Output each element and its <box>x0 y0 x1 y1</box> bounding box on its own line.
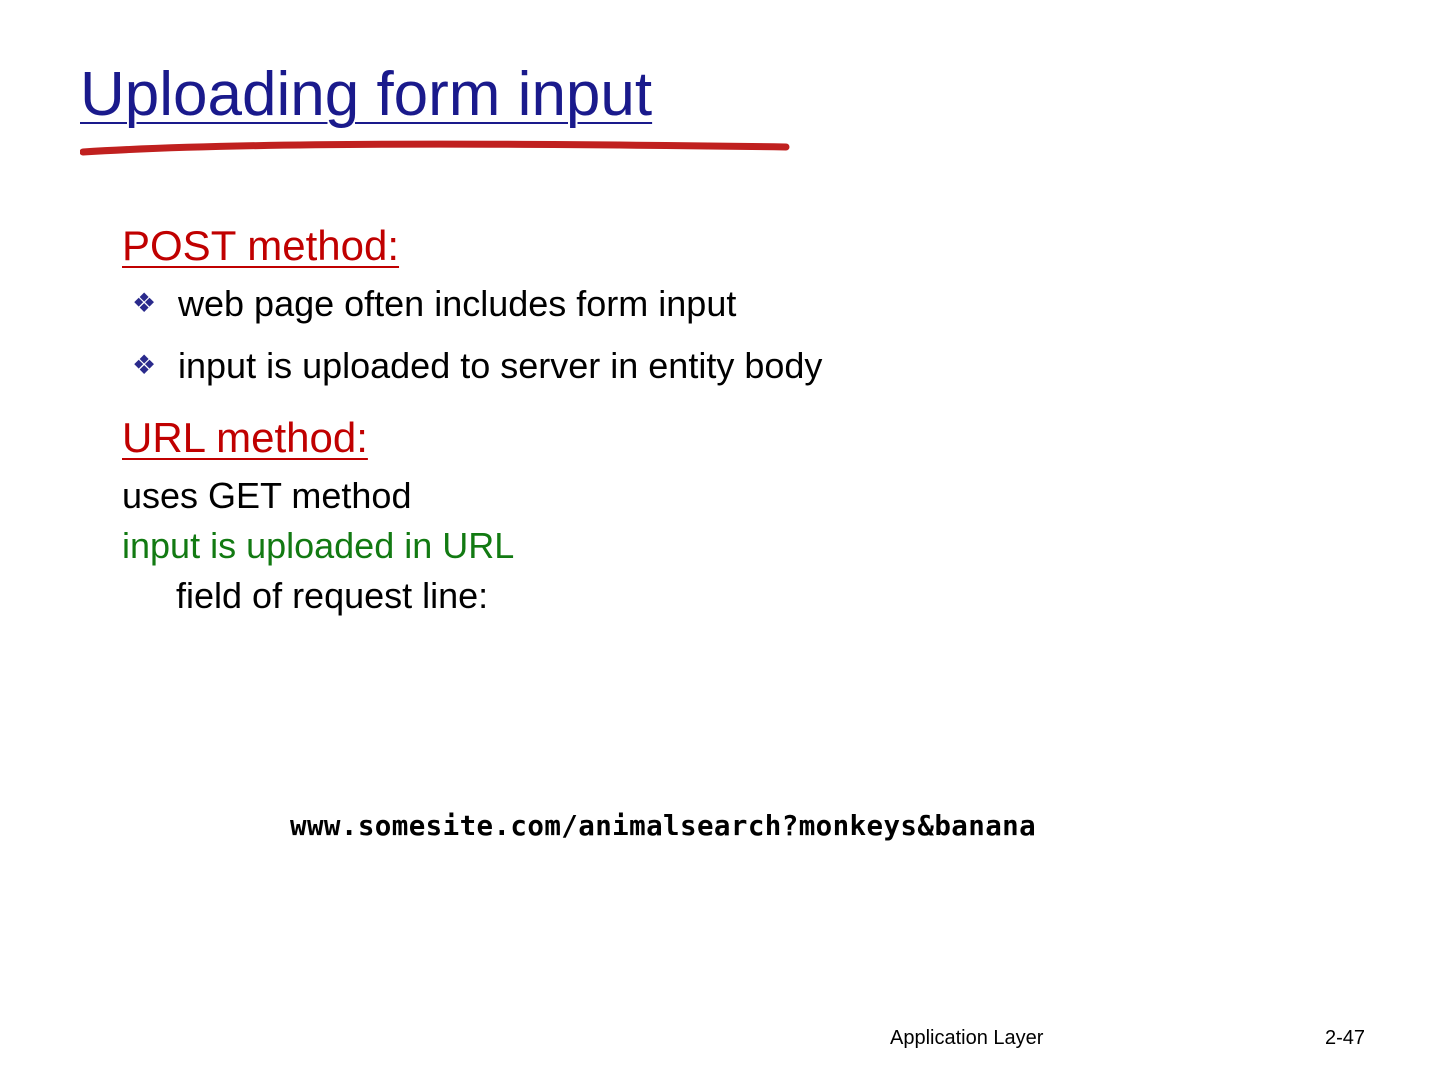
footer-page-number: 2-47 <box>1325 1027 1366 1049</box>
url-method-heading: URL method: <box>122 414 368 462</box>
list-item-text: input is uploaded to server in entity body <box>178 345 823 387</box>
footer-label: Application Layer <box>890 1027 1044 1049</box>
title-container <box>80 62 652 127</box>
list-item <box>122 344 902 388</box>
list-item-text: web page often includes form input <box>178 283 737 325</box>
list-item <box>122 282 902 326</box>
post-method-heading: POST method: <box>122 222 400 269</box>
diamond-bullet-icon: ❖ <box>132 288 157 319</box>
diamond-bullet-icon: ❖ <box>132 350 157 381</box>
page-title: Uploading form input <box>80 60 653 129</box>
url-method-line-get: uses GET method <box>122 475 412 517</box>
example-url-code: www.somesite.com/animalsearch?monkeys&banana <box>290 810 1037 842</box>
url-method-line-upload: input is uploaded in URL <box>122 525 515 567</box>
url-method-line-field: field of request line: <box>176 575 489 617</box>
body-content <box>122 222 902 618</box>
post-method-bullet-list <box>122 282 902 388</box>
red-swoosh-underline-icon <box>80 140 790 158</box>
